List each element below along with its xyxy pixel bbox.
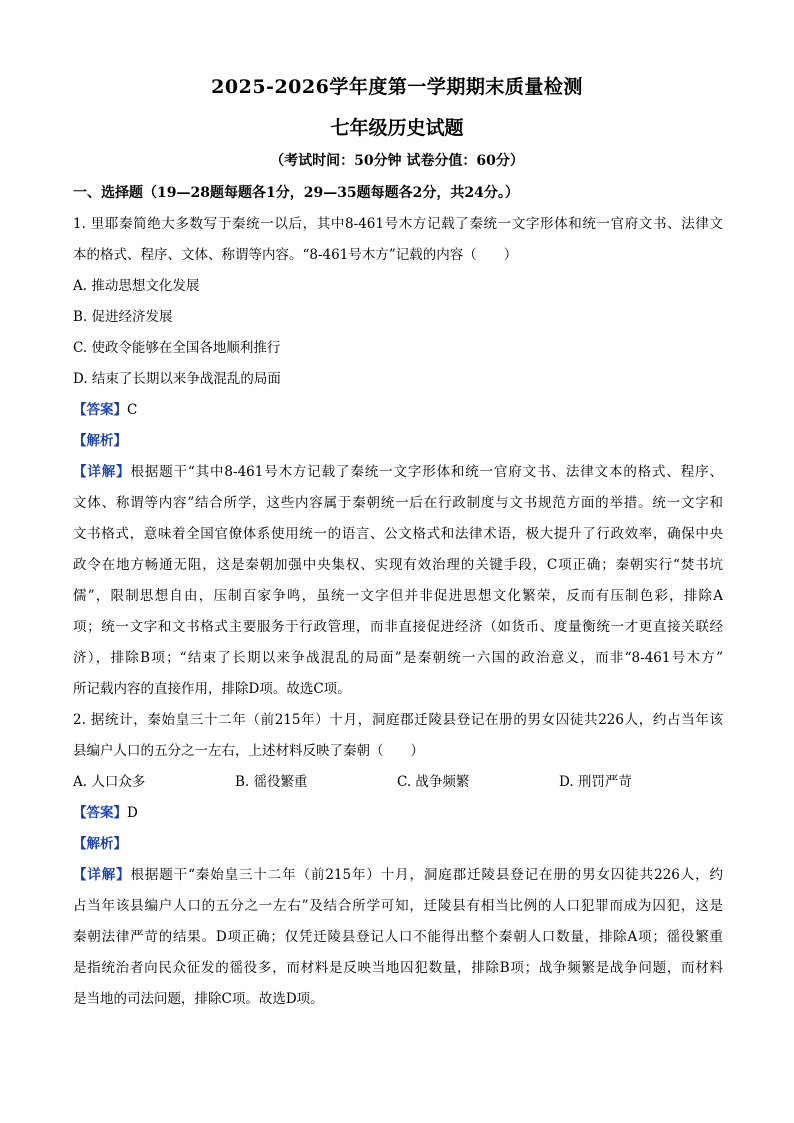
detail-text: 根据题干“秦始皇三十二年（前215年）十月，洞庭郡迁陵县登记在册的男女囚徒共226人，约 <box>130 867 723 883</box>
q1-detail-line-2: 文体、称谓等内容”结合所学，这些内容属于秦朝统一后在行政制度与文书规范方面的举措。统一文字和 <box>73 495 723 511</box>
q2-detail-line-3: 秦朝法律严苛的结果。D项正确；仅凭迁陵县登记人口不能得出整个秦朝人口数量，排除A项；徭役繁重 <box>73 929 723 945</box>
q1-option-a: A. 推动思想文化发展 <box>73 278 200 294</box>
q1-analysis <box>73 426 723 457</box>
q2-answer <box>73 798 723 829</box>
exam-content <box>73 178 723 1015</box>
section-heading: 一、选择题（19—28题每题各1分，29—35题每题各2分，共24分。） <box>73 185 519 201</box>
q1-detail-line-4: 政令在地方畅通无阻，这是秦朝加强中央集权、实现有效治理的关键手段，C项正确；秦朝实行“焚书坑 <box>73 557 723 573</box>
q1-detail-line-3: 文书格式，意味着全国官僚体系使用统一的语言、公文格式和法律术语，极大提升了行政效率，确保中央 <box>73 526 723 542</box>
q1-stem-line-2: 本的格式、程序、文体、称谓等内容。“8-461号木方”记载的内容（ ） <box>73 247 518 263</box>
q1-detail-line-5: 儒”，限制思想自由，压制百家争鸣，虽统一文字但并非促进思想文化繁荣，反而有压制色彩，排除A <box>73 588 723 604</box>
q2-detail-line-4: 是指统治者向民众征发的徭役多，而材料是反映当地囚犯数量，排除B项；战争频繁是战争问题，而材料 <box>73 960 723 976</box>
exam-info: （考试时间：50分钟 试卷分值：60分） <box>270 153 524 169</box>
q2-option-d: D. 刑罚严苛 <box>559 774 632 790</box>
exam-title: 2025-2026学年度第一学期期末质量检测 <box>211 76 583 98</box>
detail-tag: 【详解】 <box>73 464 131 480</box>
q1-detail-line-8: 所记载内容的直接作用，排除D项。故选C项。 <box>73 681 351 697</box>
q1-option-c: C. 使政令能够在全国各地顺利推行 <box>73 340 281 356</box>
detail-text: 根据题干“其中8-461号木方记载了秦统一文字形体和统一官府文书、法律文本的格式、程序、 <box>130 464 723 480</box>
q1-detail-line-1 <box>73 457 723 488</box>
q1-option-b: B. 促进经济发展 <box>73 309 173 325</box>
q2-option-c: C. 战争频繁 <box>397 774 470 790</box>
q1-answer <box>73 395 723 426</box>
q2-analysis <box>73 829 723 860</box>
q1-option-d: D. 结束了长期以来争战混乱的局面 <box>73 371 281 387</box>
analysis-tag: 【解析】 <box>73 433 127 449</box>
answer-tag: 【答案】 <box>73 805 127 821</box>
detail-tag: 【详解】 <box>73 867 131 883</box>
exam-subject: 七年级历史试题 <box>330 117 464 139</box>
q2-detail-line-5: 是当地的司法问题，排除C项。故选D项。 <box>73 991 324 1007</box>
q2-detail-line-1 <box>73 860 723 891</box>
answer-tag: 【答案】 <box>73 402 127 418</box>
q2-stem-line-1: 2. 据统计，秦始皇三十二年（前215年）十月，洞庭郡迁陵县登记在册的男女囚徒共226人，约占当年该 <box>73 712 723 728</box>
answer-value: C <box>127 402 138 418</box>
answer-value: D <box>127 805 138 821</box>
q1-stem-line-1: 1. 里耶秦简绝大多数写于秦统一以后，其中8-461号木方记载了秦统一文字形体和统一官府文书、法律文 <box>73 216 723 232</box>
q1-detail-line-7: 济），排除B项；“结束了长期以来争战混乱的局面”是秦朝统一六国的政治意义，而非“8-461号木方” <box>73 650 723 666</box>
q2-option-b: B. 徭役繁重 <box>235 774 308 790</box>
analysis-tag: 【解析】 <box>73 836 127 852</box>
q2-options <box>73 767 723 798</box>
q2-option-a: A. 人口众多 <box>73 774 146 790</box>
q2-detail-line-2: 占当年该县编户人口的五分之一左右”及结合所学可知，迁陵县有相当比例的人口犯罪而成为囚犯，这是 <box>73 898 723 914</box>
q2-stem-line-2: 县编户人口的五分之一左右，上述材料反映了秦朝（ ） <box>73 743 424 759</box>
q1-detail-line-6: 项；统一文字和文书格式主要服务于行政管理，而非直接促进经济（如货币、度量衡统一才更直接关联经 <box>73 619 723 635</box>
